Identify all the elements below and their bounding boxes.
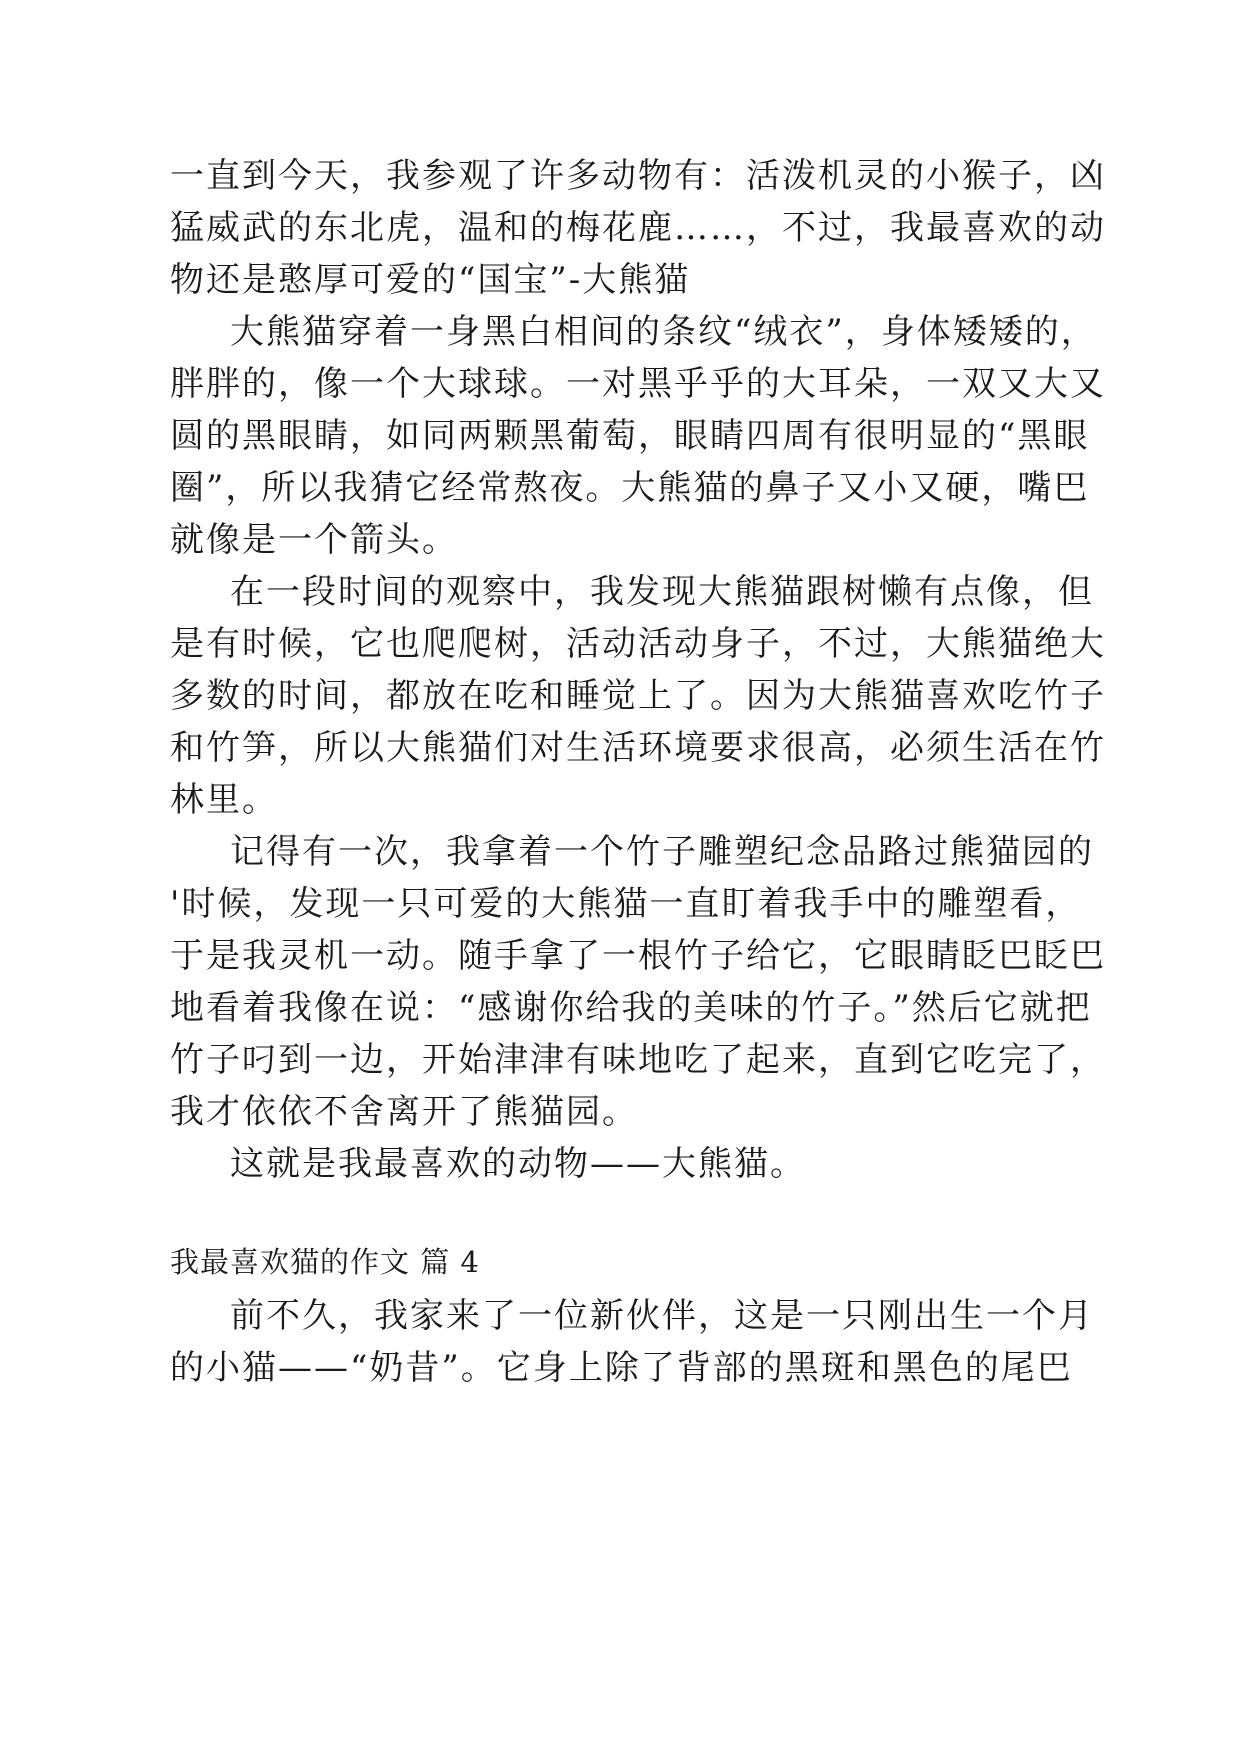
text-line-4: 大熊猫穿着一身黑白相间的条纹“绒衣”，身体矮矮的， <box>230 312 1097 352</box>
text-line-8: 就像是一个箭头。 <box>170 520 458 560</box>
text-line-12: 和竹笋，所以大熊猫们对生活环境要求很高，必须生活在竹 <box>170 728 1106 768</box>
section-heading: 我最喜欢猫的作文 篇 4 <box>170 1245 480 1279</box>
text-line-5: 胖胖的，像一个大球球。一对黑乎乎的大耳朵，一双又大又 <box>170 364 1106 404</box>
text-line-21: 前不久，我家来了一位新伙伴，这是一只刚出生一个月 <box>230 1296 1094 1336</box>
text-line-22: 的小猫——“奶昔”。它身上除了背部的黑斑和黑色的尾巴 <box>170 1348 1073 1388</box>
text-line-15: '时候，发现一只可爱的大熊猫一直盯着我手中的雕塑看， <box>170 884 1082 924</box>
text-line-3: 物还是憨厚可爱的“国宝”-大熊猫 <box>170 260 691 300</box>
text-line-17: 地看着我像在说：“感谢你给我的美味的竹子。”然后它就把 <box>170 988 1092 1028</box>
text-line-11: 多数的时间，都放在吃和睡觉上了。因为大熊猫喜欢吃竹子 <box>170 676 1106 716</box>
text-line-16: 于是我灵机一动。随手拿了一根竹子给它，它眼睛眨巴眨巴 <box>170 936 1106 976</box>
text-line-19: 我才依依不舍离开了熊猫园。 <box>170 1092 638 1132</box>
text-line-6: 圆的黑眼睛，如同两颗黑葡萄，眼睛四周有很明显的“黑眼 <box>170 416 1090 456</box>
text-line-1: 一直到今天，我参观了许多动物有：活泼机灵的小猴子，凶 <box>170 156 1106 196</box>
text-line-2: 猛威武的东北虎，温和的梅花鹿……，不过，我最喜欢的动 <box>170 208 1106 248</box>
text-line-20: 这就是我最喜欢的动物——大熊猫。 <box>230 1144 806 1184</box>
text-line-7: 圈”，所以我猜它经常熬夜。大熊猫的鼻子又小又硬，嘴巴 <box>170 468 1090 508</box>
text-line-9: 在一段时间的观察中，我发现大熊猫跟树懒有点像，但 <box>230 572 1094 612</box>
text-line-18: 竹子叼到一边，开始津津有味地吃了起来，直到它吃完了， <box>170 1040 1106 1080</box>
text-line-13: 林里。 <box>170 780 278 820</box>
text-line-10: 是有时候，它也爬爬树，活动活动身子，不过，大熊猫绝大 <box>170 624 1106 664</box>
text-line-14: 记得有一次，我拿着一个竹子雕塑纪念品路过熊猫园的 <box>230 832 1094 872</box>
